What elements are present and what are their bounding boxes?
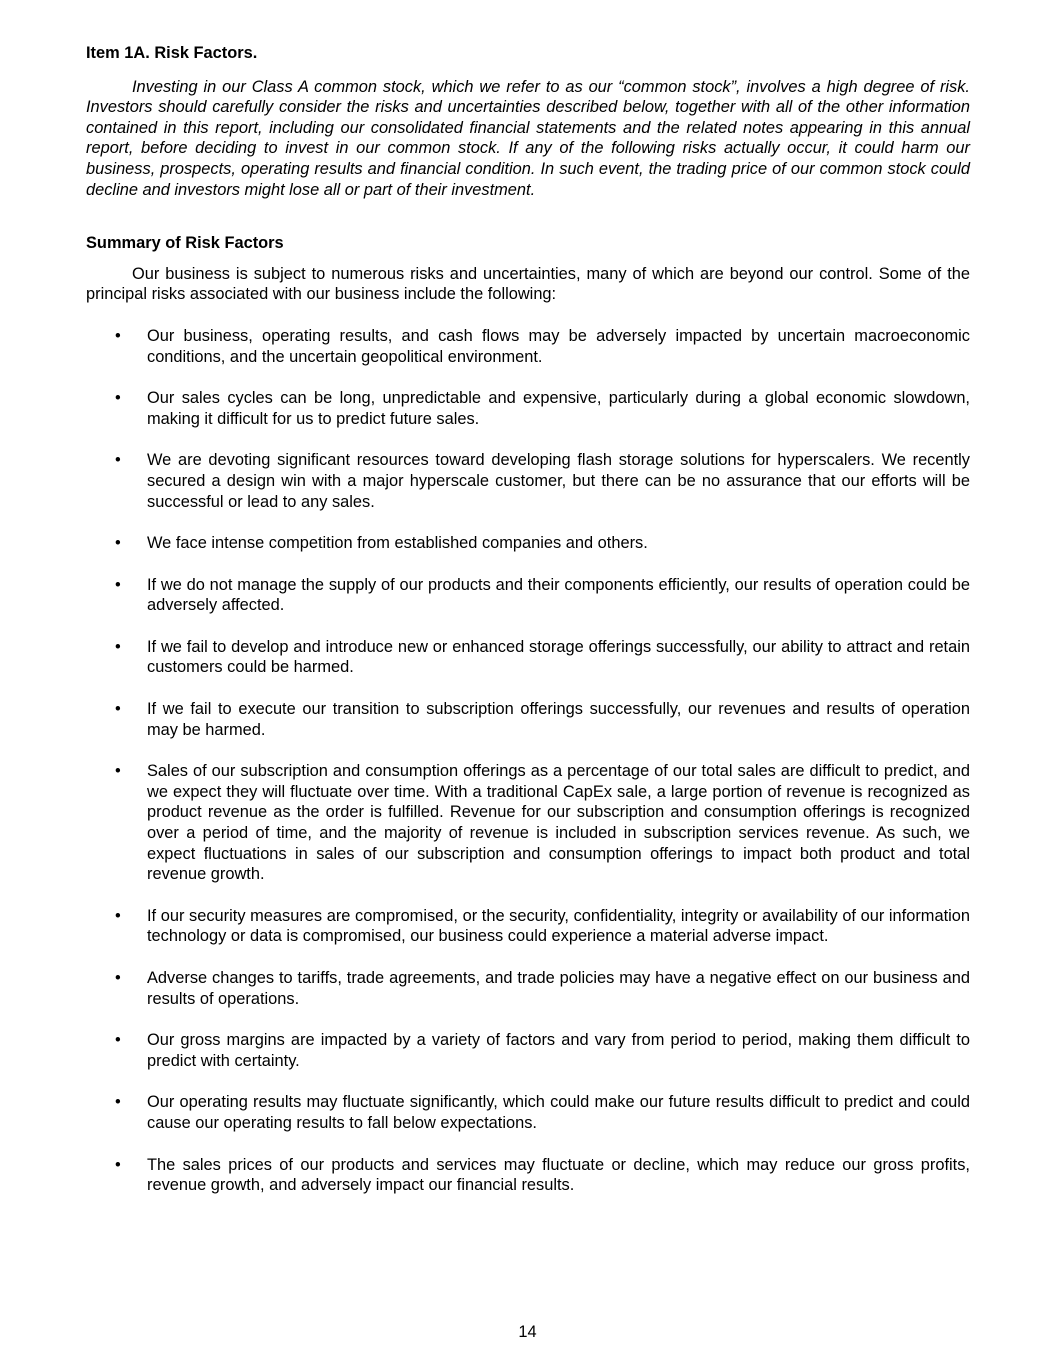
risk-factor-list [86,326,970,1196]
risk-item-text: Our gross margins are impacted by a variety of factors and vary from period to period, making them difficult to predict with certainty. [147,1031,970,1070]
bullet-icon: • [115,389,121,408]
risk-item [86,533,970,554]
intro-paragraph: Investing in our Class A common stock, which we refer to as our “common stock”, involves a high degree of risk. Investors should carefully consider the risks and uncertainties described below, together with all of the other information contained in this report, including our consolidated financial statements and the related notes appearing in this annual report, before deciding to invest in our common stock. If any of the following risks actually occur, it could harm our business, prospects, operating results and financial condition. In such event, the trading price of our common stock could decline and investors might lose all or part of their investment. [86,77,970,199]
bullet-icon: • [115,762,121,781]
risk-item [86,968,970,1009]
risk-item-text: If we do not manage the supply of our products and their components efficiently, our results of operation could be adversely affected. [147,575,970,615]
summary-intro-paragraph: Our business is subject to numerous risks and uncertainties, many of which are beyond our control. Some of the principal risks associated with our business include the following: [86,264,970,304]
bullet-icon: • [115,1093,121,1112]
risk-item [86,637,970,678]
risk-item-text: Sales of our subscription and consumption offerings as a percentage of our total sales are difficult to predict, and we expect they will fluctuate over time. With a traditional CapEx sale, a large portion of revenue is recognized as product revenue as the order is fulfilled. Revenue for our subscription and consumption offerings is recognized over a period of time, and the majority of revenue is included in subscription services revenue. As such, we expect fluctuations in sales of our subscription and consumption offerings to impact both product and total revenue growth. [147,762,970,884]
page-number: 14 [518,1323,537,1341]
risk-item-text: Adverse changes to tariffs, trade agreements, and trade policies may have a negative effect on our business and results of operations. [147,969,970,1008]
risk-item-text: The sales prices of our products and services may fluctuate or decline, which may reduce our gross profits, revenue growth, and adversely impact our financial results. [147,1155,970,1195]
bullet-icon: • [115,969,121,987]
risk-item [86,1092,970,1133]
risk-item [86,450,970,512]
risk-item [86,326,970,367]
bullet-icon: • [115,575,121,594]
risk-item-text: We face intense competition from established companies and others. [147,534,648,553]
summary-heading: Summary of Risk Factors [86,234,284,253]
risk-item-text: If we fail to develop and introduce new or enhanced storage offerings successfully, our ability to attract and retain customers could be harmed. [147,637,970,677]
risk-item-text: We are devoting significant resources toward developing flash storage solutions for hyperscalers. We recently secured a design win with a major hyperscale customer, but there can be no assurance that our efforts will be successful or lead to any sales. [147,451,970,511]
section-heading: Item 1A. Risk Factors. [86,44,258,62]
risk-item-text: Our business, operating results, and cash flows may be adversely impacted by uncertain macroeconomic conditions, and the uncertain geopolitical environment. [147,326,970,366]
bullet-icon: • [115,534,121,553]
risk-item [86,699,970,740]
risk-item [86,761,970,885]
risk-item [86,1155,970,1196]
bullet-icon: • [115,1031,121,1050]
risk-item [86,1030,970,1071]
risk-item [86,906,970,947]
risk-item [86,575,970,616]
bullet-icon: • [115,1155,121,1174]
bullet-icon: • [115,906,121,925]
risk-item-text: Our operating results may fluctuate significantly, which could make our future results difficult to predict and could cause our operating results to fall below expectations. [147,1093,970,1132]
risk-item-text: If our security measures are compromised, or the security, confidentiality, integrity or availability of our information technology or data is compromised, our business could experience a material adverse impact. [147,906,970,946]
risk-item-text: Our sales cycles can be long, unpredictable and expensive, particularly during a global economic slowdown, making it difficult for us to predict future sales. [147,389,970,428]
bullet-icon: • [115,637,121,656]
bullet-icon: • [115,451,121,470]
bullet-icon: • [115,326,121,345]
document-page [86,43,970,1217]
bullet-icon: • [115,700,121,719]
risk-item-text: If we fail to execute our transition to subscription offerings successfully, our revenues and results of operation may be harmed. [147,700,970,739]
risk-item [86,388,970,429]
